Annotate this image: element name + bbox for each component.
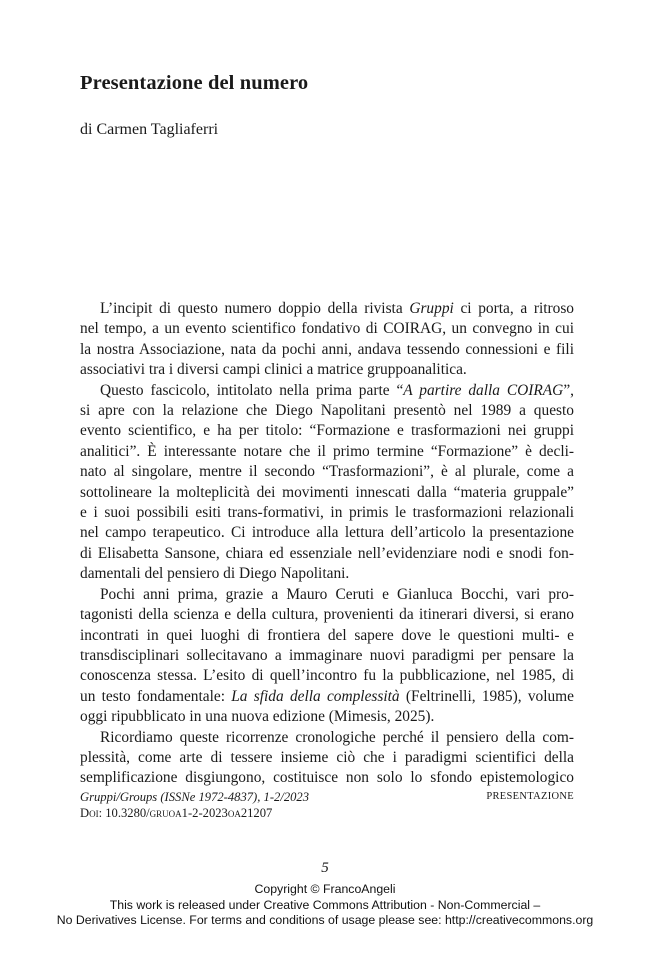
license-notice bbox=[0, 882, 650, 929]
body-line: semplificazione disgiungono, costituisce non solo lo sfondo epistemologico bbox=[80, 769, 574, 787]
license-link-line: No Derivatives License. For terms and conditions of usage please see: http://creativecommons.org bbox=[56, 913, 594, 927]
body-line: sottolineare la molteplicità dei movimenti innescati dalla “materia gruppale” bbox=[80, 483, 574, 501]
journal-citation: Gruppi/Groups (ISSNe 1972-4837), 1-2/2023 bbox=[80, 790, 310, 804]
journal-footer bbox=[80, 789, 309, 821]
body-line: nel tempo, a un evento scientifico fondativo di COIRAG, un convegno in cui bbox=[80, 320, 574, 338]
body-line: Questo fascicolo, intitolato nella prima parte “A partire dalla COIRAG”, bbox=[100, 381, 574, 399]
body-line: tagonisti della scienza e della cultura, provenienti da itinerari diversi, si erano bbox=[80, 606, 574, 624]
body-line: nel campo terapeutico. Ci introduce alla lettura dell’articolo la presentazione bbox=[80, 524, 574, 542]
copyright-line: Copyright © FrancoAngeli bbox=[254, 882, 396, 896]
body-line: si apre con la relazione che Diego Napolitani presentò nel 1989 a questo bbox=[80, 402, 574, 420]
body-line: incontrati in quei luoghi di frontiera del sapere dove le questioni multi- e bbox=[80, 626, 574, 644]
body-line: conoscenza stessa. L’esito di quell’incontro fu la pubblicazione, nel 1985, di bbox=[80, 667, 574, 685]
body-line: evento scientifico, e ha per titolo: “Formazione e trasformazioni nei gruppi bbox=[80, 422, 574, 440]
body-line: transdisciplinari sollecitavano a immaginare nuovi paradigmi per pensare la bbox=[80, 646, 574, 664]
article-title: Presentazione del numero bbox=[80, 72, 309, 94]
body-line: analitici”. È interessante notare che il primo termine “Formazione” è decli- bbox=[80, 442, 574, 460]
body-line: plessità, come arte di tessere insieme ciò che i paradigmi scientifici della bbox=[80, 748, 574, 766]
body-line: Ricordiamo queste ricorrenze cronologiche perché il pensiero della com- bbox=[100, 728, 574, 746]
article-body bbox=[80, 299, 574, 789]
body-line: L’incipit di questo numero doppio della rivista Gruppi ci porta, a ritroso bbox=[100, 300, 575, 317]
body-line: di Elisabetta Sansone, chiara ed essenziale nell’evidenziare nodi e snodi fon- bbox=[80, 544, 574, 562]
body-line: la nostra Associazione, nata da pochi anni, andava tessendo connessioni e fili bbox=[80, 340, 574, 358]
body-line: associativi tra i diversi campi clinici a matrice gruppoanalitica. bbox=[80, 361, 467, 379]
body-line: e i suoi possibili esiti trans-formativi, in primis le trasformazioni relazionali bbox=[80, 504, 574, 522]
doi-line: Doi: 10.3280/gruoa1-2-2023oa21207 bbox=[80, 806, 273, 820]
license-line: This work is released under Creative Commons Attribution - Non-Commercial – bbox=[109, 897, 541, 912]
body-line: un testo fondamentale: La sfida della complessità (Feltrinelli, 1985), volume bbox=[80, 687, 574, 705]
section-label: PRESENTAZIONE bbox=[486, 791, 574, 802]
body-line: Pochi anni prima, grazie a Mauro Ceruti e Gianluca Bocchi, vari pro- bbox=[100, 585, 574, 603]
article-author: di Carmen Tagliaferri bbox=[80, 121, 219, 138]
body-line: oggi ripubblicato in una nuova edizione (Mimesis, 2025). bbox=[80, 708, 435, 726]
body-line: damentali del pensiero di Diego Napolitani. bbox=[80, 565, 350, 583]
page-number: 5 bbox=[321, 860, 329, 876]
body-line: nato al singolare, mentre il secondo “Trasformazioni”, è al plurale, come a bbox=[80, 463, 574, 481]
